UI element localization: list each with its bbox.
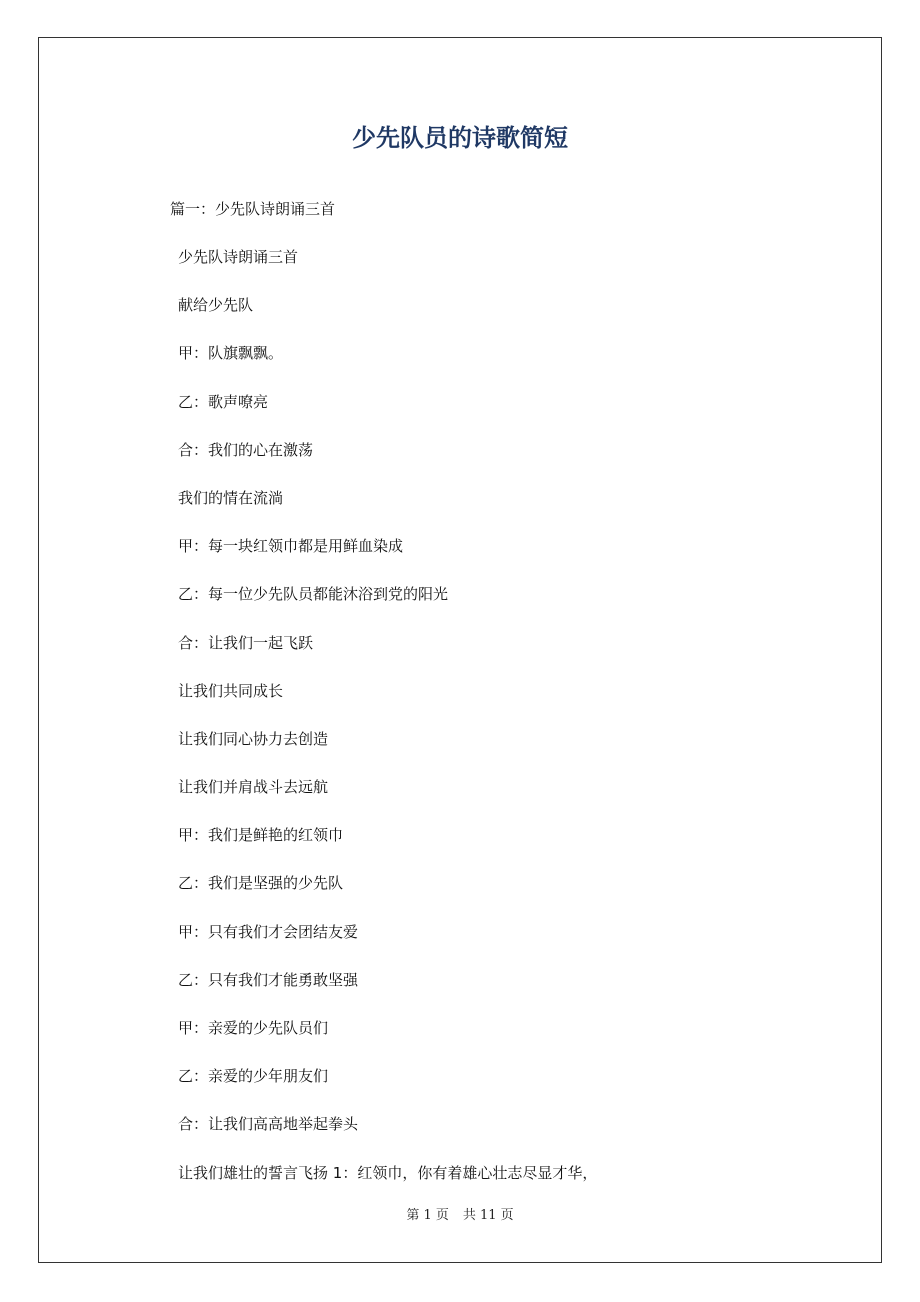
poem-line: 合：让我们高高地举起拳头: [178, 1115, 359, 1134]
poem-line: 甲：队旗飘飘。: [178, 344, 284, 363]
poem-line: 乙：亲爱的少年朋友们: [178, 1067, 329, 1086]
page-number: 第 1 页: [406, 1208, 449, 1223]
poem-line: 让我们同心协力去创造: [178, 729, 329, 748]
page-footer: [0, 1206, 920, 1226]
poem-line: 甲：每一块红领巾都是用鲜血染成: [178, 537, 404, 556]
poem-line: 我们的情在流淌: [178, 488, 284, 507]
poem-line: 甲：只有我们才会团结友爱: [178, 922, 359, 941]
poem-line: 让我们雄壮的誓言飞扬 1：红领巾，你有着雄心壮志尽显才华，: [178, 1163, 598, 1182]
poem-line: 乙：歌声嘹亮: [178, 392, 269, 411]
document-title: 少先队员的诗歌简短: [352, 124, 568, 152]
poem-line: 少先队诗朗诵三首: [178, 248, 299, 266]
poem-line: 合：让我们一起飞跃: [178, 633, 314, 652]
poem-line: 让我们共同成长: [178, 681, 284, 700]
poem-line: 乙：只有我们才能勇敢坚强: [178, 970, 359, 989]
poem-line: 让我们并肩战斗去远航: [178, 778, 329, 797]
poem-line: 乙：每一位少先队员都能沐浴到党的阳光: [178, 585, 449, 604]
poem-line: 乙：我们是坚强的少先队: [178, 874, 344, 893]
poem-text: [178, 245, 597, 1209]
poem-line: 合：我们的心在激荡: [178, 440, 314, 459]
poem-line: 甲：亲爱的少先队员们: [178, 1019, 329, 1037]
poem-line: 甲：我们是鲜艳的红领巾: [178, 826, 344, 845]
section-heading: 篇一：少先队诗朗诵三首: [170, 200, 336, 218]
poem-line: 献给少先队: [178, 296, 254, 315]
page-total: 共 11 页: [462, 1208, 514, 1223]
